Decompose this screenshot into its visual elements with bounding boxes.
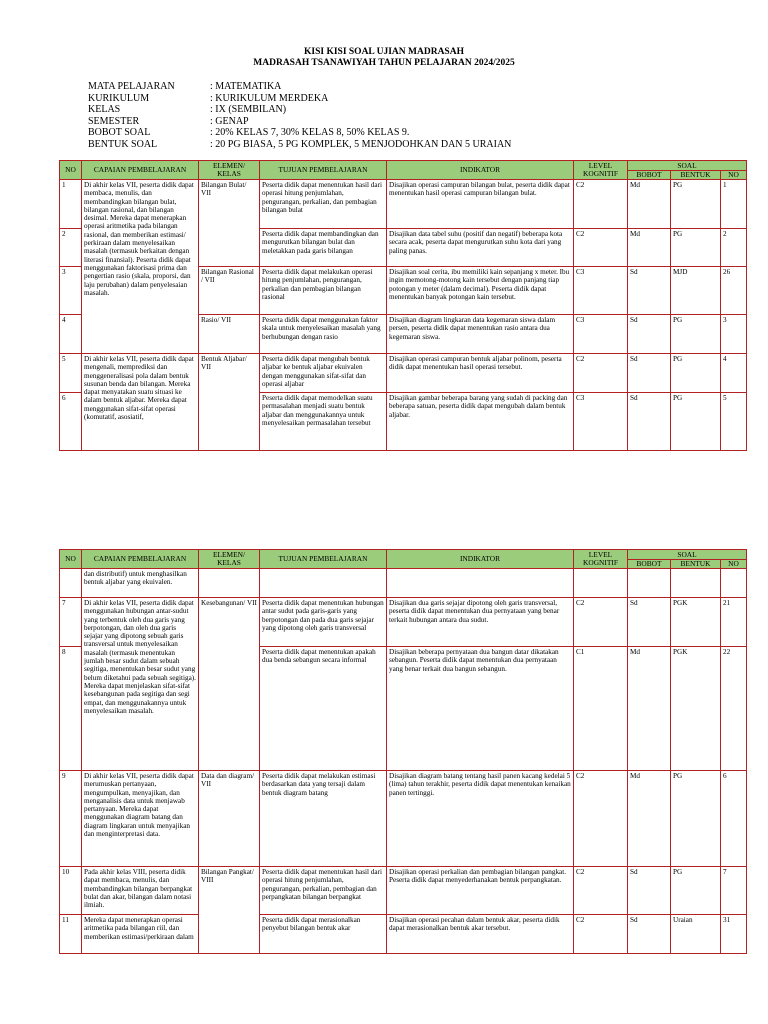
info-value: : 20% KELAS 7, 30% KELAS 8, 50% KELAS 9. <box>210 127 410 139</box>
cell-no: 3 <box>60 267 82 315</box>
table-row <box>60 569 747 598</box>
cell-no: 6 <box>60 393 82 451</box>
info-row <box>88 116 511 128</box>
cell-elemen: Bilangan Rasional / VII <box>199 267 260 315</box>
cell-no-soal: 31 <box>721 915 747 954</box>
cell-bentuk: PGK <box>671 647 721 771</box>
cell-bobot <box>628 569 671 598</box>
cell-bentuk: MJD <box>671 267 721 315</box>
cell-indikator: Disajikan soal cerita, ibu memiliki kain sepanjang x meter. Ibu ingin memotong-motong kain tersebut dengan panjang tiap potongan y meter (dalam decimal). Peserta didik dapat menentukan banyak potongan kain tersebut. <box>387 267 574 315</box>
table-row <box>60 180 747 229</box>
cell-level: C3 <box>574 267 628 315</box>
cell-bobot: Md <box>628 229 671 267</box>
info-value: : IX (SEMBILAN) <box>210 104 287 116</box>
kisi-table-2 <box>59 549 747 954</box>
table-row <box>60 915 747 954</box>
cell-no: 2 <box>60 229 82 267</box>
cell-bentuk: Uraian <box>671 915 721 954</box>
cell-tujuan: Peserta didik dapat mengubah bentuk aljabar ke bentuk aljabar ekuivalen dengan menggunakan sifat-sifat dan operasi aljabar <box>260 354 387 393</box>
cell-bentuk <box>671 569 721 598</box>
cell-bentuk: PG <box>671 180 721 229</box>
header-elemen: ELEMEN/ KELAS <box>199 161 260 180</box>
table-row <box>60 771 747 867</box>
header-capaian: CAPAIAN PEMBELAJARAN <box>82 161 199 180</box>
table-row <box>60 354 747 393</box>
header-indikator: INDIKATOR <box>387 550 574 569</box>
info-row <box>88 93 511 105</box>
cell-bobot: Md <box>628 647 671 771</box>
cell-no: 7 <box>60 598 82 647</box>
cell-tujuan: Peserta didik dapat menentukan hasil dari operasi hitung penjumlahan, pengurangan, perkalian, pembagian dan perpangkatan bilangan berpangkat <box>260 867 387 915</box>
doc-title: KISI KISI SOAL UJIAN MADRASAH <box>304 47 464 57</box>
cell-tujuan: Peserta didik dapat membandingkan dan mengurutkan bilangan bulat dan meletakkan pada garis bilangan <box>260 229 387 267</box>
info-value: : KURIKULUM MERDEKA <box>210 92 329 104</box>
info-label: SEMESTER <box>88 115 140 127</box>
cell-no-soal <box>721 569 747 598</box>
cell-level: C2 <box>574 180 628 229</box>
cell-capaian: Di akhir kelas VII, peserta didik dapat membaca, menulis, dan membandingkan bilangan bulat, bilangan rasional, dan bilangan desimal. Mereka dapat menerapkan operasi aritmetika pada bilangan rasional, dan memberikan estimasi/ perkiraan dalam menyelesaikan masalah (termasuk berkaitan dengan literasi finansial). Peserta didik dapat menggunakan faktorisasi prima dan pengertian rasio (skala, proporsi, dan laju perubahan) dalam penyelesaian masalah. <box>82 180 199 354</box>
header-bobot: BOBOT <box>628 560 671 569</box>
cell-no-soal: 21 <box>721 598 747 647</box>
cell-bobot: Sd <box>628 598 671 647</box>
cell-bentuk: PG <box>671 354 721 393</box>
cell-indikator: Disajikan diagram lingkaran data kegemaran siswa dalam persen, peserta didik dapat menentukan rasio antara dua kegemaran siswa. <box>387 315 574 354</box>
cell-elemen: Data dan diagram/ VII <box>199 771 260 867</box>
header-no-soal: NO <box>721 560 747 569</box>
cell-no: 8 <box>60 647 82 771</box>
header-elemen: ELEMEN/ KELAS <box>199 550 260 569</box>
cell-no-soal: 5 <box>721 393 747 451</box>
header-bentuk: BENTUK <box>671 560 721 569</box>
cell-tujuan: Peserta didik dapat melakukan operasi hitung penjumlahan, pengurangan, perkalian dan pembagian bilangan rasional <box>260 267 387 315</box>
cell-level: C2 <box>574 229 628 267</box>
cell-indikator: Disajikan diagram batang tentang hasil panen kacang kedelai 5 (lima) tahun terakhir, peserta didik dapat menentukan kenaikan panen tertinggi. <box>387 771 574 867</box>
header-no: NO <box>60 161 82 180</box>
cell-no-soal: 6 <box>721 771 747 867</box>
cell-bentuk: PGK <box>671 598 721 647</box>
cell-tujuan: Peserta didik dapat menentukan apakah dua benda sebangun secara informal <box>260 647 387 771</box>
cell-bobot: Sd <box>628 267 671 315</box>
info-label: BENTUK SOAL <box>88 138 158 150</box>
cell-elemen: Bentuk Aljabar/ VII <box>199 354 260 451</box>
cell-indikator: Disajikan operasi campuran bilangan bulat, peserta didik dapat menentukan hasil operasi campuran bilangan bulat. <box>387 180 574 229</box>
cell-no <box>60 569 82 598</box>
cell-level <box>574 569 628 598</box>
cell-no: 4 <box>60 315 82 354</box>
cell-capaian: Di akhir kelas VII, peserta didik dapat mengenali, memprediksi dan menggeneralisasi pola dalam bentuk susunan benda dan bilangan. Mereka dapat menyatakan suatu situasi ke dalam bentuk aljabar. Mereka dapat menggunakan sifat-sifat operasi (komutatif, asosiatif, <box>82 354 199 451</box>
cell-tujuan: Peserta didik dapat memodelkan suatu permasalahan menjadi suatu bentuk aljabar dan menggunakannya untuk menyelesaikan permasalahan tersebut <box>260 393 387 451</box>
header-bentuk: BENTUK <box>671 171 721 180</box>
info-row <box>88 139 511 151</box>
cell-bobot: Md <box>628 180 671 229</box>
cell-level: C2 <box>574 598 628 647</box>
info-value: : 20 PG BIASA, 5 PG KOMPLEK, 5 MENJODOHKAN DAN 5 URAIAN <box>210 138 512 150</box>
info-label: BOBOT SOAL <box>88 127 151 139</box>
cell-no: 11 <box>60 915 82 954</box>
cell-level: C2 <box>574 354 628 393</box>
doc-info <box>88 81 511 151</box>
header-capaian: CAPAIAN PEMBELAJARAN <box>82 550 199 569</box>
cell-bobot: Sd <box>628 915 671 954</box>
cell-bentuk: PG <box>671 867 721 915</box>
header-no: NO <box>60 550 82 569</box>
cell-tujuan: Peserta didik dapat menentukan hasil dari operasi hitung penjumlahan, pengurangan, perkalian, dan pembagian bilangan bulat <box>260 180 387 229</box>
cell-bobot: Sd <box>628 393 671 451</box>
cell-capaian: Di akhir kelas VII, peserta didik dapat menggunakan hubungan antar-sudut yang terbentuk oleh dua garis yang berpotongan, dan oleh dua garis sejajar yang dipotong sebuah garis transversal untuk menyelesaikan masalah (termasuk menentukan jumlah besar sudut dalam sebuah segitiga, menentukan besar sudut yang belum diketahui pada sebuah segitiga). Mereka dapat menjelaskan sifat-sifat kesebangunan pada segitiga dan segi empat, dan menggunakannya untuk menyelesaikan masalah. <box>82 598 199 771</box>
cell-indikator: Disajikan gambar beberapa barang yang sudah di packing dan beberapa satuan, peserta didik dapat mengubah dalam bentuk aljabar. <box>387 393 574 451</box>
cell-indikator: Disajikan operasi campuran bentuk aljabar polinom, peserta didik dapat menentukan hasil operasi tersebut. <box>387 354 574 393</box>
cell-no-soal: 1 <box>721 180 747 229</box>
cell-tujuan <box>260 569 387 598</box>
table-row <box>60 598 747 647</box>
header-tujuan: TUJUAN PEMBELAJARAN <box>260 550 387 569</box>
cell-no: 10 <box>60 867 82 915</box>
cell-no: 5 <box>60 354 82 393</box>
info-value: : MATEMATIKA <box>210 81 282 92</box>
header-tujuan: TUJUAN PEMBELAJARAN <box>260 161 387 180</box>
cell-tujuan: Peserta didik dapat menentukan hubungan antar sudut pada garis-garis yang berpotongan dan pada dua garis sejajar yang dipotong oleh garis transversal <box>260 598 387 647</box>
cell-elemen: Bilangan Pangkat/ VIII <box>199 867 260 954</box>
cell-level: C3 <box>574 315 628 354</box>
cell-bobot: Sd <box>628 354 671 393</box>
cell-bobot: Md <box>628 771 671 867</box>
table-row <box>60 867 747 915</box>
cell-tujuan: Peserta didik dapat merasionalkan penyebut bilangan bentuk akar <box>260 915 387 954</box>
cell-elemen: Bilangan Bulat/ VII <box>199 180 260 267</box>
cell-no-soal: 2 <box>721 229 747 267</box>
cell-indikator: Disajikan operasi perkalian dan pembagian bilangan pangkat. Peserta didik dapat menyederhanakan bentuk perpangkatan. <box>387 867 574 915</box>
cell-indikator: Disajikan data tabel suhu (positif dan negatif) beberapa kota secara acak, peserta dapat mengurutkan suhu kota dari yang paling panas. <box>387 229 574 267</box>
cell-capaian: Di akhir kelas VII, peserta didik dapat merumuskan pertanyaan, mengumpulkan, menyajikan, dan menganalisis data untuk menjawab pertanyaan. Mereka dapat menggunakan diagram batang dan diagram lingkaran untuk menyajikan dan menginterpretasi data. <box>82 771 199 867</box>
cell-bentuk: PG <box>671 771 721 867</box>
kisi-table-1 <box>59 160 747 451</box>
header-bobot: BOBOT <box>628 171 671 180</box>
cell-no-soal: 4 <box>721 354 747 393</box>
info-row <box>88 104 511 116</box>
cell-no: 1 <box>60 180 82 229</box>
info-value: : GENAP <box>210 115 249 127</box>
cell-level: C3 <box>574 393 628 451</box>
cell-tujuan: Peserta didik dapat menggunakan faktor skala untuk menyelesaikan masalah yang berhubungan dengan rasio <box>260 315 387 354</box>
cell-capaian: Mereka dapat menerapkan operasi aritmetika pada bilangan riil, dan memberikan estimasi/perkiraan dalam <box>82 915 199 954</box>
info-label: MATA PELAJARAN <box>88 81 175 92</box>
cell-level: C2 <box>574 771 628 867</box>
cell-capaian: Pada akhir kelas VIII, peserta didik dapat membaca, menulis, dan membandingkan bilangan berpangkat bulat dan akar, bilangan dalam notasi ilmiah. <box>82 867 199 915</box>
cell-tujuan: Peserta didik dapat melakukan estimasi berdasarkan data yang tersaji dalam bentuk diagram batang <box>260 771 387 867</box>
cell-bentuk: PG <box>671 315 721 354</box>
header-level: LEVEL KOGNITIF <box>574 161 628 180</box>
cell-bentuk: PG <box>671 229 721 267</box>
cell-level: C2 <box>574 915 628 954</box>
cell-no-soal: 7 <box>721 867 747 915</box>
info-row <box>88 81 511 93</box>
cell-elemen: Kesebangunan/ VII <box>199 598 260 771</box>
cell-level: C2 <box>574 867 628 915</box>
cell-bobot: Sd <box>628 867 671 915</box>
info-label: KELAS <box>88 104 121 116</box>
info-row <box>88 127 511 139</box>
header-indikator: INDIKATOR <box>387 161 574 180</box>
cell-indikator: Disajikan dua garis sejajar dipotong oleh garis transversal, peserta didik dapat menentukan dua pernyataan yang benar terkait hubungan antara dua sudut. <box>387 598 574 647</box>
cell-level: C1 <box>574 647 628 771</box>
cell-elemen <box>199 569 260 598</box>
cell-bentuk: PG <box>671 393 721 451</box>
header-no-soal: NO <box>721 171 747 180</box>
header-soal: SOAL <box>628 550 747 560</box>
doc-subtitle: MADRASAH TSANAWIYAH TAHUN PELAJARAN 2024/2025 <box>253 58 515 68</box>
info-label: KURIKULUM <box>88 92 150 104</box>
cell-no: 9 <box>60 771 82 867</box>
cell-bobot: Sd <box>628 315 671 354</box>
cell-no-soal: 3 <box>721 315 747 354</box>
cell-elemen: Rasio/ VII <box>199 315 260 354</box>
cell-no-soal: 22 <box>721 647 747 771</box>
cell-indikator: Disajikan operasi pecahan dalam bentuk akar, peserta didik dapat merasionalkan bentuk akar tersebut. <box>387 915 574 954</box>
header-level: LEVEL KOGNITIF <box>574 550 628 569</box>
cell-indikator: Disajikan beberapa pernyataan dua bangun datar dikatakan sebangun. Peserta didik dapat menentukan dua pernyataan yang benar terkait dua bangun sebangun. <box>387 647 574 771</box>
cell-capaian: dan distributif) untuk menghasilkan bentuk aljabar yang ekuivalen. <box>82 569 199 598</box>
header-soal: SOAL <box>628 161 747 171</box>
cell-no-soal: 26 <box>721 267 747 315</box>
cell-indikator <box>387 569 574 598</box>
